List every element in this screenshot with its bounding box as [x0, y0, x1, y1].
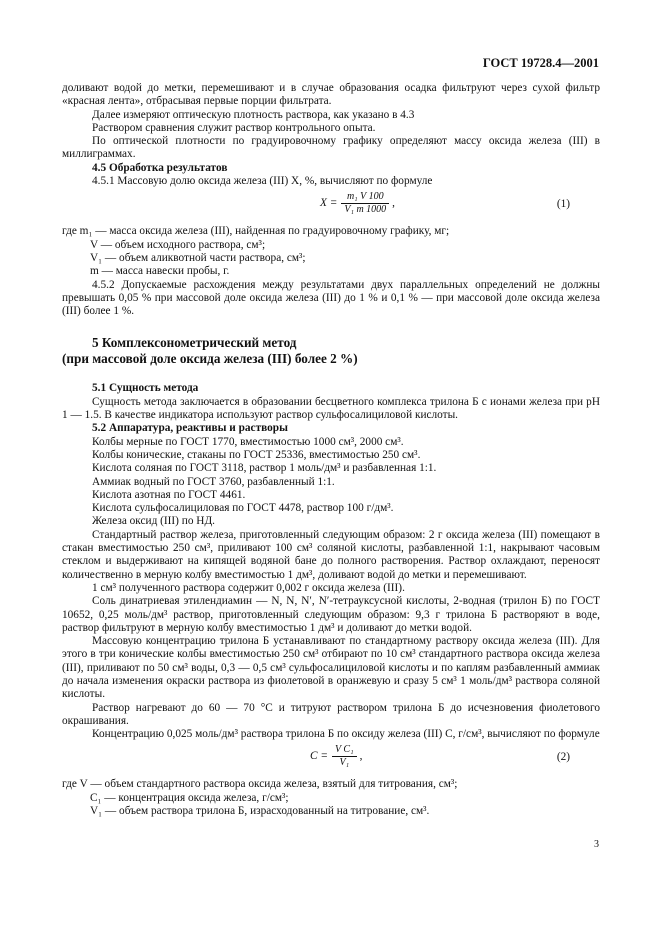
formula-2: [62, 743, 600, 773]
variable-definitions: [62, 225, 600, 278]
formula-numerator: V C₁: [332, 744, 357, 757]
paragraph: Стандартный раствор железа, приготовленный следующим образом: 2 г оксида железа (III) помещают в стакан вместимостью 250 см³, приливают 100 см³ соляной кислоты, разбавленной 1:1, накрывают часовым стеклом и выдерживают на кипящей водяной бане до полного растворения. Раствор охлаждают, переносят количественно в мерную колбу вместимостью 1 дм³, доливают водой до метки и перемешивают.: [62, 528, 600, 581]
formula-tail: ,: [359, 750, 363, 763]
formula-lhs: С =: [310, 750, 328, 763]
formula-denominator: V₁ m 1000: [344, 204, 387, 216]
definition: C₁ — концентрация оксида железа, г/см³;: [90, 791, 289, 804]
document-body: [62, 82, 600, 818]
definition: где m₁ — масса оксида железа (III), найденная по градуировочному графику, мг;: [62, 225, 450, 238]
paragraph: По оптической плотности по градуировочному графику определяют массу оксида железа (III) в миллиграммах.: [62, 135, 600, 161]
formula-fraction: [341, 191, 389, 216]
definition: m — масса навески пробы, г.: [90, 265, 230, 278]
section-heading-5-2: 5.2 Аппаратура, реактивы и растворы: [92, 422, 288, 435]
formula-denominator: V₁: [339, 757, 350, 769]
list-item: Колбы мерные по ГОСТ 1770, вместимостью 1000 см³, 2000 см³.: [92, 435, 404, 448]
heading-line: 5 Комплексонометрический метод: [92, 335, 297, 351]
formula-number: (2): [556, 751, 570, 764]
section-heading-5-1: 5.1 Сущность метода: [92, 382, 199, 395]
page-number: 3: [594, 839, 599, 850]
paragraph: Далее измеряют оптическую плотность раствора, как указано в 4.3: [92, 108, 415, 121]
paragraph: Соль динатриевая этилендиамин — N, N, N′, N′-тетрауксусной кислоты, 2-водная (трилон Б) по ГОСТ 10652, 0,25 моль/дм³ раствор, приготовленный следующим образом: 9,3 г трилона Б растворяют в воде, раствор фильтруют в мерную колбу вместимостью 1 дм³ и доливают до метки водой.: [62, 595, 600, 634]
formula-lhs: X =: [320, 197, 338, 210]
section-heading-4-5: 4.5 Обработка результатов: [92, 161, 228, 174]
formula-fraction: [332, 744, 357, 769]
formula-numerator: m₁ V 100: [341, 191, 389, 204]
formula-tail: ,: [392, 197, 395, 210]
list-item: Колбы конические, стаканы по ГОСТ 25336, вместимостью 250 см³.: [92, 448, 421, 461]
paragraph: 4.5.1 Массовую долю оксида железа (III) X, %, вычисляют по формуле: [92, 175, 433, 188]
paragraph: Раствором сравнения служит раствор контрольного опыта.: [92, 121, 376, 134]
list-item: Кислота сульфосалициловая по ГОСТ 4478, раствор 100 г/дм³.: [92, 502, 394, 515]
paragraph: Раствор нагревают до 60 — 70 °С и титруют раствором трилона Б до исчезновения фиолетового окрашивания.: [62, 701, 600, 727]
paragraph: Сущность метода заключается в образовании бесцветного комплекса трилона Б с ионами железа при рН 1 — 1.5. В качестве индикатора используют раствор сульфосалициловой кислоты.: [62, 395, 600, 422]
list-item: Кислота азотная по ГОСТ 4461.: [92, 488, 246, 501]
variable-definitions: [62, 778, 600, 818]
definition: V₁ — объем раствора трилона Б, израсходованный на титрование, см³.: [90, 805, 430, 818]
list-item: Кислота соляная по ГОСТ 3118, раствор 1 моль/дм³ и разбавленная 1:1.: [92, 462, 437, 475]
paragraph: доливают водой до метки, перемешивают и в случае образования осадка фильтруют через сухой фильтр «красная лента», отбрасывая первые порции фильтрата.: [62, 82, 600, 108]
paragraph: 4.5.2 Допускаемые расхождения между результатами двух параллельных определений не должны превышать 0,05 % при массовой доле оксида железа (III) до 1 % и 0,1 % — при массовой доле оксида железа (III) более 1 %.: [62, 278, 600, 318]
list-item: Железа оксид (III) по НД.: [92, 515, 215, 528]
list-item: Аммиак водный по ГОСТ 3760, разбавленный 1:1.: [92, 475, 335, 488]
heading-line: (при массовой доле оксида железа (III) более 2 %): [62, 351, 358, 367]
paragraph: Концентрацию 0,025 моль/дм³ раствора трилона Б по оксиду железа (III) С, г/см³, вычисляют по формуле: [92, 728, 600, 741]
formula-1: [62, 190, 600, 220]
definition: где V — объем стандартного раствора оксида железа, взятый для титрования, см³;: [62, 778, 458, 791]
definition: V — объем исходного раствора, см³;: [90, 238, 266, 251]
formula-number: (1): [556, 198, 570, 211]
paragraph: 1 см³ полученного раствора содержит 0,002 г оксида железа (III).: [92, 581, 405, 594]
section-heading-5: [62, 335, 600, 367]
paragraph: Массовую концентрацию трилона Б устанавливают по стандартному раствору оксида железа (III). Для этого в три конические колбы вместимостью 250 см³ отбирают по 10 см³ стандартного раствора оксида железа (III), приливают по 50 см³ воды, 0,3 — 0,5 см³ сульфосалициловой кислоты и по каплям разбавленный аммиак до начала изменения окраски раствора из фиолетовой в оранжевую и сразу 5 см³ 1 моль/дм³ раствора соляной кислоты.: [62, 635, 600, 701]
doc-header: ГОСТ 19728.4—2001: [482, 56, 599, 70]
definition: V₁ — объем аликвотной части раствора, см³;: [90, 251, 306, 264]
